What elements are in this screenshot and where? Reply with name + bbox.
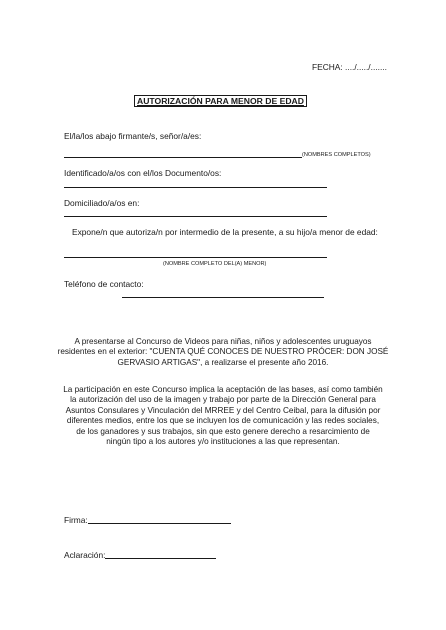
domicilio-line[interactable] <box>64 216 327 217</box>
fecha-field[interactable]: FECHA: ..../...../....... <box>312 62 387 72</box>
aclaracion-label: Aclaración: <box>64 550 106 560</box>
document-title: AUTORIZACIÓN PARA MENOR DE EDAD <box>134 95 307 107</box>
firmante-label: El/la/los abajo firmante/s, señor/a/es: <box>64 131 202 141</box>
paragraph-line: La participación en este Concurso implica la aceptación de las bases, así como también <box>63 385 383 394</box>
firma-label: Firma: <box>64 515 88 525</box>
identificado-label: Identificado/a/os con el/los Documento/os: <box>64 168 222 178</box>
menor-name-line[interactable] <box>64 257 327 258</box>
expone-label: Expone/n que autoriza/n por intermedio de la presente, a su hijo/a menor de edad: <box>72 227 378 237</box>
aclaracion-line[interactable] <box>105 558 216 559</box>
telefono-line[interactable] <box>122 297 324 298</box>
paragraph-line: ningún tipo a los autores y/o instituciones a las que representan. <box>106 437 340 447</box>
firmante-name-line[interactable] <box>64 157 302 158</box>
nombres-hint: (NOMBRES COMPLETOS) <box>302 152 371 158</box>
domiciliado-label: Domiciliado/a/os en: <box>64 198 140 208</box>
paragraph-line: la autorización del uso de la imagen y trabajo por parte de la Dirección General para <box>70 395 376 405</box>
concurso-paragraph <box>40 337 406 368</box>
telefono-label: Teléfono de contacto: <box>64 279 144 289</box>
menor-hint: (NOMBRE COMPLETO DEL(A) MENOR) <box>163 261 267 267</box>
paragraph-line: A presentarse al Concurso de Videos para niñas, niños y adolescentes uruguayos <box>74 337 372 346</box>
paragraph-line: GERVASIO ARTIGAS", a realizarse el presente año 2016. <box>117 357 329 367</box>
paragraph-line: de los ganadores y sus trabajos, sin que esto genere derecho a resarcimiento de <box>76 426 370 436</box>
participacion-paragraph <box>40 385 406 447</box>
paragraph-line: residentes en el exterior: "CUENTA QUÉ CONOCES DE NUESTRO PRÓCER: DON JOSÉ <box>57 347 389 357</box>
documento-line[interactable] <box>64 187 327 188</box>
paragraph-line: diferentes medios, entre los que se incluyen los de comunicación y las redes sociales, <box>66 416 380 426</box>
paragraph-line: Asuntos Consulares y Vinculación del MRREE y del Centro Ceibal, para la difusión por <box>65 405 381 415</box>
firma-line[interactable] <box>88 523 231 524</box>
